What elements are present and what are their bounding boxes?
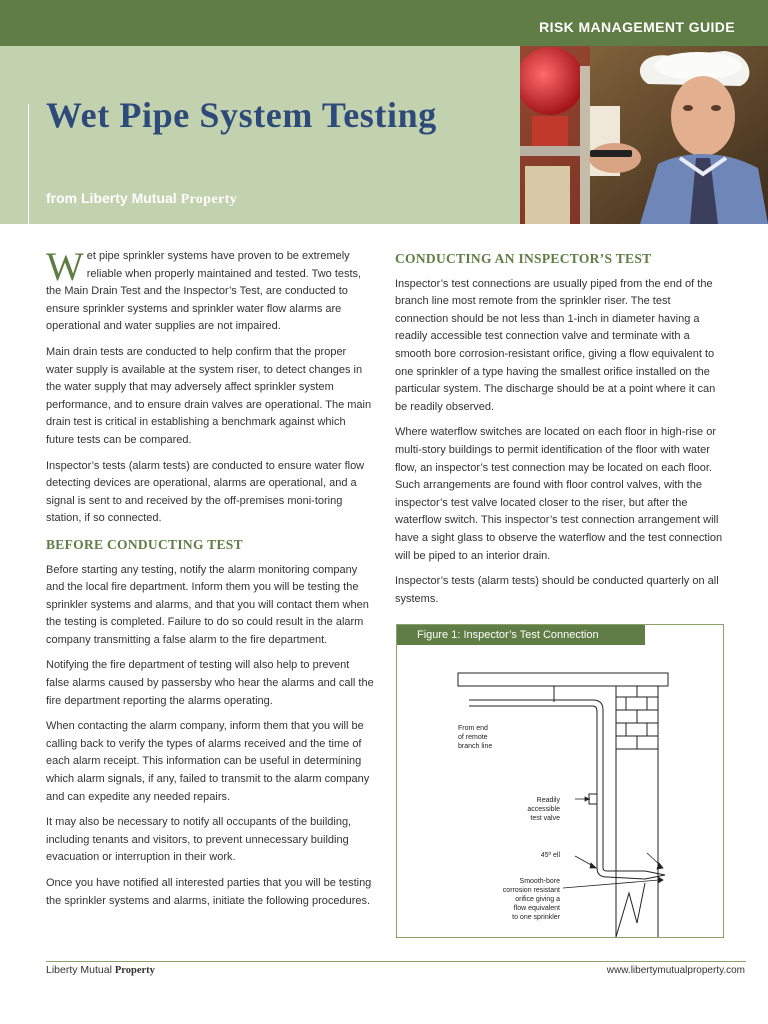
occupants-paragraph: It may also be necessary to notify all occupants of the building, including tenants and visitors, to prevent unnecessary building evacuation or interruption in their work. [46,816,352,864]
byline-brand: Property [180,192,238,207]
guide-label: RISK MANAGEMENT GUIDE [539,19,735,35]
label-branch-line-3: branch line [458,743,493,750]
label-branch-line-2: of remote [458,734,488,741]
inspector-tests-paragraph: Inspector’s tests (alarm tests) are conducted to ensure water flow detecting devices are operational, alarms are operational, and a signal is sent to and received by the off-premises moni-toring station, if so connected. [46,459,365,525]
ell-fitting [597,868,607,877]
waterflow-switches-paragraph: Where waterflow switches are located on each floor in high-rise or multi-story buildings to permit identification of the floor with water flow, an inspector’s test connection may be located on each floor. Such arrangements are found with floor control valves, with the inspector’s test valve located closer to the riser, but after the waterflow switch. This inspector’s test connection arrangement will have a sight glass to observe the waterflow and the test connection will be piped to an interior drain. [395,426,723,562]
byline-prefix: from Liberty Mutual [46,190,177,206]
alarm-company-paragraph: When contacting the alarm company, inform them that you will be calling back to verify the types of alarms received and the time of each alarm receipt. This information can be useful in determining which alarm signals, if any, failed to transmit to the alarm company and can expedite any needed repairs. [46,720,370,803]
test-connections-paragraph: Inspector’s test connections are usually piped from the end of the branch line most remote from the sprinkler riser. The test connection should be not less than 1-inch in diameter having a readily accessible test connection valve and terminate with a smooth bore corrosion-resistant orifice, giving a flow equivalent to one sprinkler of a type having the smallest orifice installed on the particular system. The discharge should be at a point where it can be readily observed. [395,277,716,413]
right-column [395,248,725,616]
page-title: Wet Pipe System Testing [46,95,437,135]
notify-paragraph: Before starting any testing, notify the alarm monitoring company and the local fire department. Inform them you will be testing the sprinkler systems and alarms, and that you will contact them when the testing is completed. Failure to do so could result in the alarm company transmitting a false alarm to the fire department. [46,563,369,646]
title-header [0,46,520,224]
label-orifice-3: orifice giving a [515,896,560,903]
section-heading-before-test: BEFORE CONDUCTING TEST [46,536,243,552]
figure-callouts [563,797,663,888]
label-test-valve-3: test valve [530,815,560,822]
footer-rule [46,961,746,962]
footer-brand [46,964,155,976]
label-orifice-1: Smooth-bore [519,878,560,885]
ceiling-beam [458,673,668,686]
header-divider [28,104,29,224]
label-test-valve-1: Readily [536,797,560,804]
top-banner [0,0,768,46]
label-orifice-2: corrosion resistant [502,887,560,894]
figure-diagram [397,625,723,937]
label-orifice-5: to one sprinkler [512,914,560,921]
intro-paragraph [46,244,374,336]
label-branch-line-1: From end [458,725,488,732]
main-drain-paragraph: Main drain tests are conducted to help confirm that the proper water supply is available at the system riser, to detect changes in the water supply that may adversely affect sprinkler system performance, and to ensure drain valves are operational. The main drain test is critical in establishing a benchmark against which future tests can be compared. [46,345,372,446]
label-orifice-4: flow equivalent [513,905,560,912]
inspector-photo [520,46,768,224]
byline [46,190,237,208]
inspector-photo-illustration [520,46,768,224]
initiate-paragraph: Once you have notified all interested parties that you will be testing the sprinkler systems and alarms, initiate the following procedures. [46,877,372,907]
footer-brand-suffix: Property [114,965,155,976]
left-column [46,244,374,918]
quarterly-paragraph: Inspector’s tests (alarm tests) should be conducted quarterly on all systems. [395,575,719,605]
intro-text: et pipe sprinkler systems have proven to be extremely reliable when properly maintained and tested. Two tests, the Main Drain Test and the Inspector’s Test, are conducted to ensure sprinkler systems and sprinkler water flow alarms are operational and water supplies are not impaired. [46,250,362,333]
footer-brand-prefix: Liberty Mutual [46,964,112,976]
drop-cap: W [46,244,84,289]
label-ell: 45º ell [540,852,560,859]
fire-department-paragraph: Notifying the fire department of testing will also help to prevent false alarms caused by passersby who hear the alarms and call the fire department reporting the alarms operating. [46,659,374,707]
section-heading-inspector-test: CONDUCTING AN INSPECTOR’S TEST [395,251,652,266]
test-valve [589,794,597,804]
label-test-valve-2: accessible [527,806,560,813]
figure-labels [458,725,561,921]
footer-url[interactable]: www.libertymutualproperty.com [606,965,745,976]
brick-wall [616,686,658,937]
figure-caption: Figure 1: Inspector’s Test Connection [397,625,645,645]
figure-inspectors-test-connection [396,624,724,938]
floor-break-line [616,883,645,937]
pipe-elbow [593,700,603,712]
